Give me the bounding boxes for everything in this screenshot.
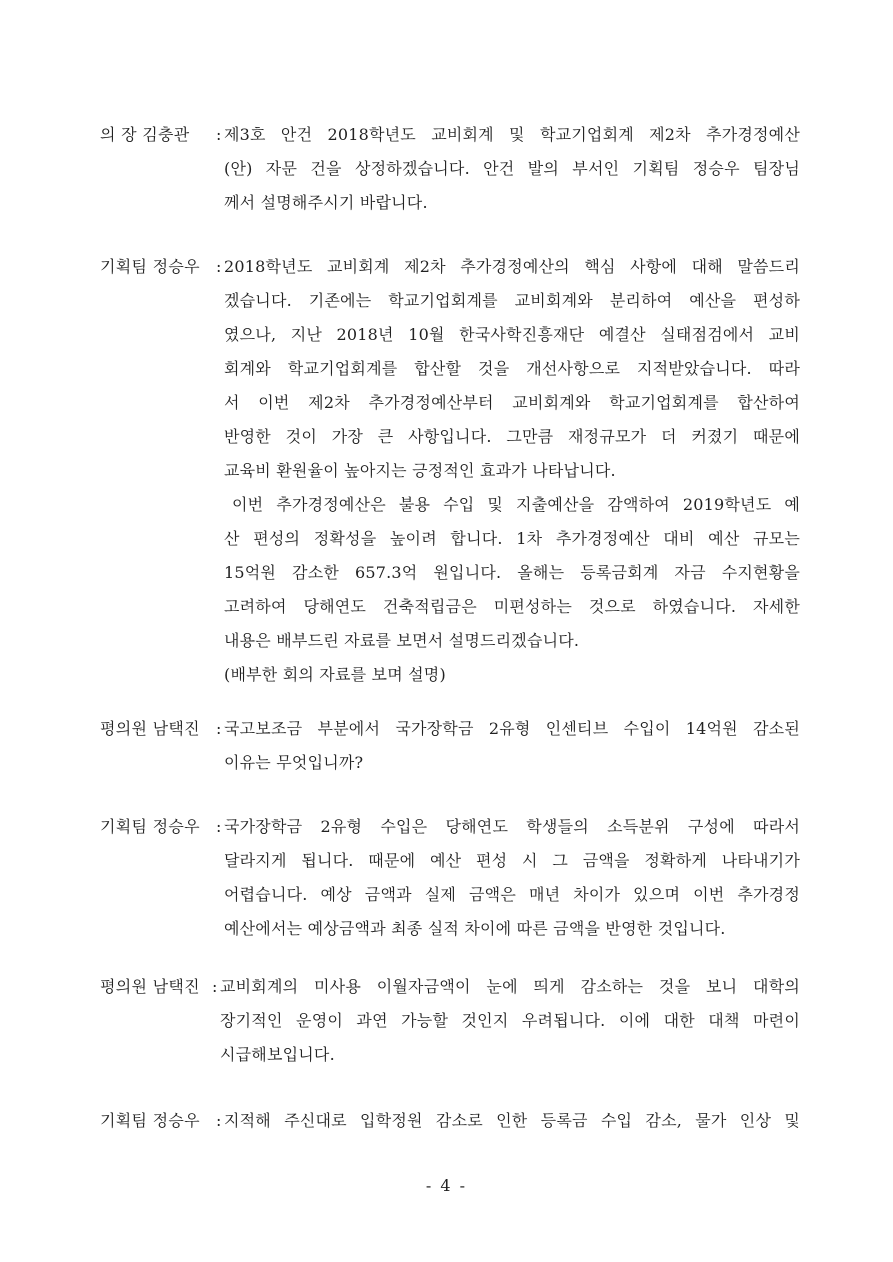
speaker-colon: : [216,817,222,836]
speaker-name: 기획팀 정승우 [100,257,200,276]
statement-line: 내용은 배부드린 자료를 보면서 설명드리겠습니다. [224,631,580,650]
page-number: - 4 - [425,1176,468,1195]
minutes-entry [100,712,800,780]
statement-line: 국고보조금 부분에서 국가장학금 2유형 인센티브 수입이 14억원 감소된 [224,719,800,738]
statement-line: 였으나, 지난 2018년 10월 한국사학진흥재단 예결산 실태점검에서 교비 [224,325,800,344]
statement-line: 15억원 감소한 657.3억 원입니다. 올해는 등록금회계 자금 수지현황을 [224,563,800,582]
statement-line: 달라지게 됩니다. 때문에 예산 편성 시 그 금액을 정확하게 나타내기가 [224,851,800,870]
speaker-colon: : [212,977,218,996]
statement-line: 2018학년도 교비회계 제2차 추가경정예산의 핵심 사항에 대해 말씀드리 [224,257,800,276]
speaker-name: 평의원 남택진 [100,719,200,738]
speaker-name: 의 장 김충관 [100,125,190,144]
statement-text [224,810,800,946]
speaker-colon: : [216,257,222,276]
speaker-colon: : [216,719,222,738]
minutes-entry [100,970,800,1072]
minutes-entry [100,250,800,692]
statement-text [220,970,800,1072]
statement-text [224,118,800,220]
statement-line: 겠습니다. 기존에는 학교기업회계를 교비회계와 분리하여 예산을 편성하 [224,291,800,310]
statement-line: 반영한 것이 가장 큰 사항입니다. 그만큼 재정규모가 더 커졌기 때문에 [224,427,800,446]
speaker-name: 기획팀 정승우 [100,817,200,836]
speaker-colon: : [216,125,222,144]
statement-line: 국가장학금 2유형 수입은 당해연도 학생들의 소득분위 구성에 따라서 [224,817,800,836]
statement-line: 어렵습니다. 예상 금액과 실제 금액은 매년 차이가 있으며 이번 추가경정 [224,885,800,904]
minutes-entry [100,1104,800,1138]
statement-line: 회계와 학교기업회계를 합산할 것을 개선사항으로 지적받았습니다. 따라 [224,359,800,378]
statement-text [224,1104,800,1138]
speaker-colon: : [216,1111,222,1130]
statement-line: 예산에서는 예상금액과 최종 실적 차이에 따른 금액을 반영한 것입니다. [224,919,726,938]
statement-line: 교비회계의 미사용 이월자금액이 눈에 띄게 감소하는 것을 보니 대학의 [220,977,800,996]
statement-line: 이유는 무엇입니까? [224,753,364,772]
statement-text [224,250,800,692]
statement-line: (배부한 회의 자료를 보며 설명) [224,665,446,684]
minutes-entry [100,118,800,220]
minutes-entry [100,810,800,946]
statement-text [224,712,800,780]
statement-line: (안) 자문 건을 상정하겠습니다. 안건 발의 부서인 기획팀 정승우 팀장님 [224,159,800,178]
statement-line: 산 편성의 정확성을 높이려 합니다. 1차 추가경정예산 대비 예산 규모는 [224,529,800,548]
statement-line: 이번 추가경정예산은 불용 수입 및 지출예산을 감액하여 2019학년도 예 [232,495,800,514]
speaker-name: 기획팀 정승우 [100,1111,200,1130]
statement-line: 께서 설명해주시기 바랍니다. [224,193,428,212]
statement-line: 시급해보입니다. [220,1045,335,1064]
statement-line: 장기적인 운영이 과연 가능할 것인지 우려됩니다. 이에 대한 대책 마련이 [220,1011,800,1030]
statement-line: 제3호 안건 2018학년도 교비회계 및 학교기업회계 제2차 추가경정예산 [224,125,800,144]
statement-line: 서 이번 제2차 추가경정예산부터 교비회계와 학교기업회계를 합산하여 [224,393,800,412]
statement-line: 고려하여 당해연도 건축적립금은 미편성하는 것으로 하였습니다. 자세한 [224,597,800,616]
speaker-name: 평의원 남택진 [100,977,200,996]
statement-line: 지적해 주신대로 입학정원 감소로 인한 등록금 수입 감소, 물가 인상 및 [224,1111,800,1130]
statement-line: 교육비 환원율이 높아지는 긍정적인 효과가 나타납니다. [224,461,616,480]
